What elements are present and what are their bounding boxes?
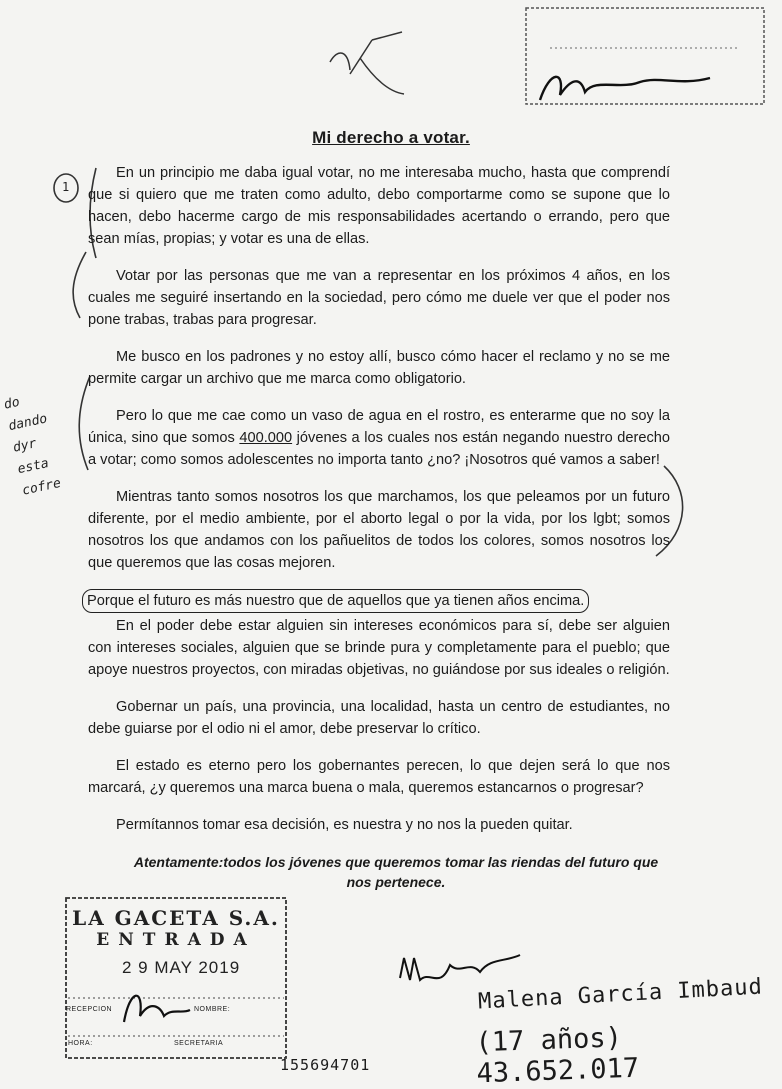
received-stamp — [64, 888, 288, 1066]
stamp-secretaria-label: SECRETARIA — [174, 1040, 224, 1047]
stamp-hora-label: HORA: — [68, 1040, 93, 1047]
stamp-recepcion-label: RECEPCION — [66, 1006, 113, 1013]
paragraph-3: Me busco en los padrones y no estoy allí, busco cómo hacer el reclamo y no se me permite cargar un archivo que me marca como obligatorio. — [88, 349, 670, 387]
margin-note-line: dyr — [11, 436, 38, 456]
paragraph-4-part-2: jóvenes a los cuales nos están negando nuestro derecho a votar; como somos adolescentes no importa tanto ¿no? ¡Nosotros qué vamos a saber! — [88, 430, 670, 468]
document-title: Mi derecho a votar. — [312, 128, 470, 147]
margin-note-line: esta — [16, 455, 51, 478]
closing-signoff: Atentamente:todos los jóvenes que queremos tomar las riendas del futuro que nos pertenece. — [133, 854, 659, 890]
handwritten-age-id: (17 años) 43.652.017 — [475, 1022, 640, 1089]
underlined-figure: 400.000 — [239, 430, 293, 446]
handwritten-name: Malena García Imbaud — [477, 974, 764, 1015]
paragraph-4-part-1: Pero lo que me cae como un vaso de agua en el rostro, es enterarme que no soy la única, sino que somos — [88, 408, 670, 446]
paragraph-1: En un principio me daba igual votar, no me interesaba mucho, hasta que comprendí que si quiero que me traten como adulto, debo comportarme como se supone que lo hacen, debo hacerme cargo de mis responsabilidades acertando o errando, pero que sean mías, propias; y votar es una de ellas. — [88, 165, 670, 247]
stamp-nombre-label: NOMBRE: — [194, 1006, 231, 1013]
letter-body — [88, 162, 670, 851]
circled-number: 1 — [62, 180, 70, 194]
paragraph-4 — [88, 405, 670, 471]
margin-note-line: dando — [7, 411, 49, 435]
paragraph-9: El estado es eterno pero los gobernantes perecen, lo que dejen será lo que nos marcará, ¿y queremos una marca buena o mala, queremos estancarnos o progresar? — [88, 758, 670, 796]
margin-note-line: cofre — [20, 475, 63, 499]
paragraph-7: En el poder debe estar alguien sin intereses económicos para sí, debe ser alguien con intereses sociales, alguien que se brinde pura y completamente para el pueblo; que apoye nuestros proyectos, con miradas objetivas, no guiándose por sus ideales o religión. — [88, 618, 670, 678]
paragraph-10: Permítannos tomar esa decisión, es nuestra y no nos la pueden quitar. — [116, 817, 573, 833]
paragraph-2: Votar por las personas que me van a representar en los próximos 4 años, en los cuales me seguiré insertando en la sociedad, pero cómo me duele ver que el poder nos pone trabas, trabas para progresar. — [88, 268, 670, 328]
handwritten-code: 155694701 — [280, 1056, 371, 1074]
stamp-company: LA GACETA S.A. — [72, 906, 280, 930]
paragraph-5: Mientras tanto somos nosotros los que marchamos, los que peleamos por un futuro diferente, por el medio ambiente, por el aborto legal o por la vida, por los lgbt; somos nosotros los que andamos con los pañuelitos de todos los colores, somos nosotros los que queremos que las cosas mejoren. — [88, 489, 670, 571]
paragraph-8: Gobernar un país, una provincia, una localidad, hasta un centro de estudiantes, no debe guiarse por el odio ni el amor, debe preservar lo crítico. — [88, 699, 670, 737]
paragraph-6 — [88, 589, 670, 613]
stamp-date: 2 9 MAY 2019 — [122, 958, 241, 977]
stamp-entrada: ENTRADA — [96, 930, 256, 950]
circled-sentence: Porque el futuro es más nuestro que de aquellos que ya tienen años encima. — [82, 589, 589, 613]
margin-note-line: do — [2, 394, 22, 413]
